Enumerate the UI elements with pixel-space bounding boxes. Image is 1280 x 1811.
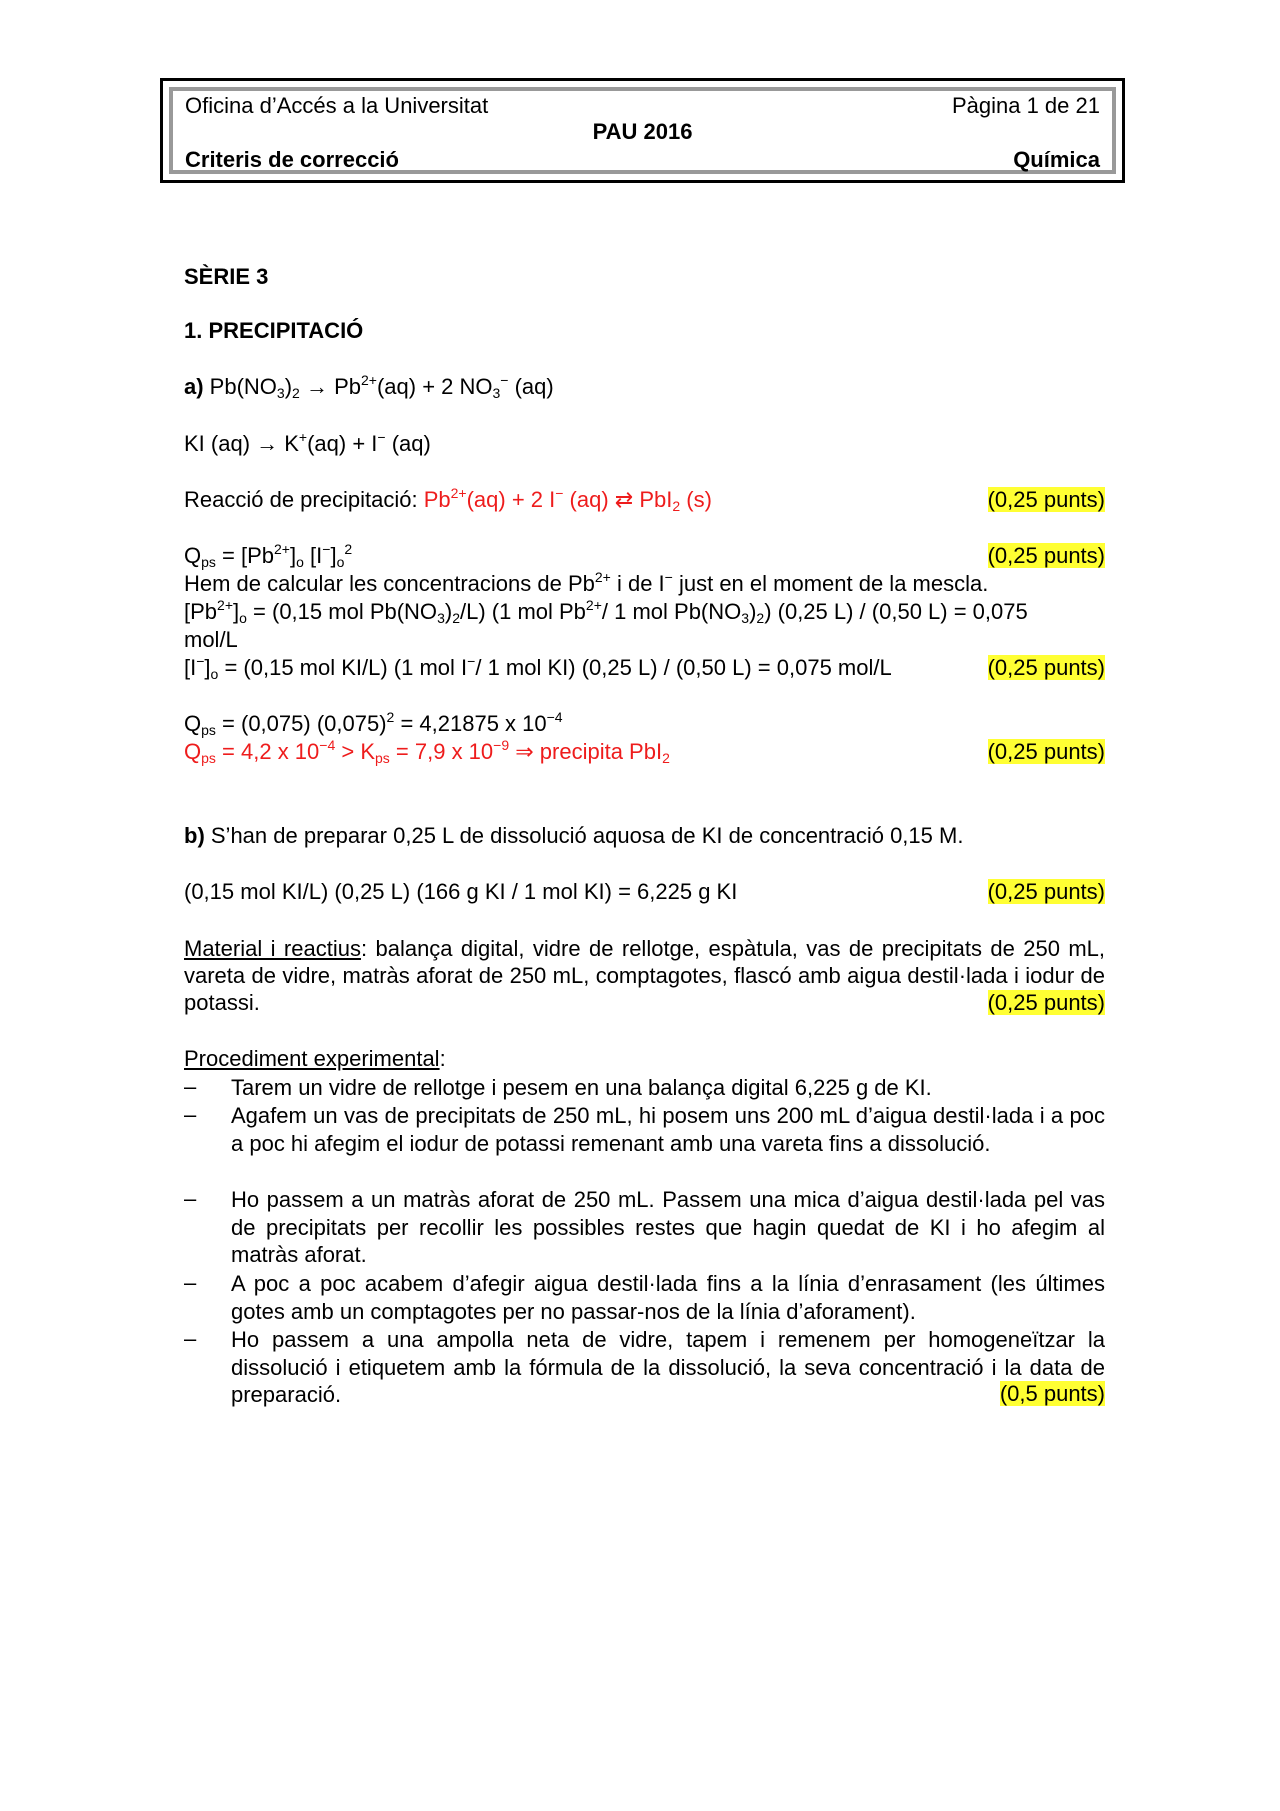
pb-concentration-unit: mol/L [184,627,238,652]
part-a-label: a) [184,374,204,399]
part-b-intro: b) S’han de preparar 0,25 L de dissolució aquosa de KI de concentració 0,15 M. [184,823,964,848]
i-concentration: $[I^-]_o = (0,15$ mol KI/L) (1 mol I−/ 1 mol KI) (0,25 L) / (0,50 L) = 0,075 mol/L [184,653,892,682]
qps-expression: $Q_{ps} = [Pb^{2+}]_o$ $[I^-]_o^2$ [184,541,353,570]
bullet-dash: – [184,1326,197,1351]
qps-comparison: $Q_{ps} = 4,2$ x $10^{-4} > K_{ps} = 7,9$ x $10^{-9}$ ⇒ precipita PbI$_2$ [184,737,670,766]
points-badge: (0,25 punts) [987,487,1105,512]
procedure-heading: Procediment experimental: [184,1046,446,1071]
final-points-badge: (0,5 punts) [999,1381,1105,1406]
bullet-dash: – [184,1074,197,1099]
mass-calculation: (0,15 mol KI/L) (0,25 L) (166 g KI / 1 mol KI) = 6,225 g KI [184,879,738,904]
mixing-note: Hem de calcular les concentracions de $Pb^{2+}$ i de I− just en el moment de la mescla. [184,569,989,596]
procedure-step: Tarem un vidre de rellotge i pesem en una balança digital 6,225 g de KI. [231,1075,932,1100]
precipitation-reaction [184,487,712,513]
material-title: Material i reactius [184,936,361,961]
material-paragraph: Material i reactius: balança digital, vidre de rellotge, espàtula, vas de precipitats de 250 mL, vareta de vidre, matràs aforat de 250 mL, comptagotes, flascó amb aigua destil·lada i iodur de potassi. [184,936,1106,1015]
header-criteria: Criteris de correcció [185,147,399,172]
procedure-step: A poc a poc acabem d’afegir aigua destil·lada fins a la línia d’enrasament (les últimes gotes amb un comptagotes per no passar-nos de la línia d’aforament). [231,1271,1105,1324]
pb-concentration: $[Pb^{2+}]_o = (0,15$ mol $Pb(NO_3)_2/L$) (1 mol $Pb^{2+}/$ 1 mol $Pb(NO_3)_2$) (0,25 L) / (0,50 L) = 0,075 [184,597,1028,626]
dissociation-pb-no3: a) $Pb(NO_3)_2 \to Pb^{2+}(aq) + 2$ $NO_3^-$ (aq) [184,372,554,401]
procedure-step: Ho passem a una ampolla neta de vidre, tapem i remenem per homogeneïtzar la dissolució i etiquetem amb la fórmula de la dissolució, la seva concentració i la data de preparació. [231,1327,1105,1407]
procedure-step: Ho passem a un matràs aforat de 250 mL. Passem una mica d’aigua destil·lada pel vas de precipitats per recollir les possibles restes que hagin quedat de KI i ho afegim al matràs aforat. [231,1187,1105,1267]
bullet-dash: – [184,1270,197,1295]
bullet-dash: – [184,1186,197,1211]
reaction-label: Reacció de precipitació: [184,487,424,512]
header-subject: Química [1013,147,1100,172]
qps-value: $Q_{ps} = (0,075) (0,075)^2 = 4,21875$ x $10^{-4}$ [184,709,563,738]
part-b-label: b) [184,823,205,848]
points-badge: (0,25 punts) [987,879,1105,904]
points-badge: (0,25 punts) [987,655,1105,680]
points-badge: (0,25 punts) [987,543,1105,568]
bullet-dash: – [184,1102,197,1127]
question-title: 1. PRECIPITACIÓ [184,318,364,343]
header-page-number: Pàgina 1 de 21 [951,93,1100,118]
points-badge: (0,25 punts) [987,990,1105,1015]
header-exam: PAU 2016 [592,119,693,144]
dissociation-ki: KI (aq) → K+(aq) + I− (aq) [184,429,431,456]
header-office: Oficina d’Accés a la Universitat [185,93,489,118]
reaction-equation: $Pb^{2+}(aq) + 2$ I− (aq) ⇄ PbI$_2$ (s) [423,485,712,514]
series-title: SÈRIE 3 [184,264,269,289]
points-badge: (0,25 punts) [987,739,1105,764]
page-header [160,78,1125,183]
procedure-step: Agafem un vas de precipitats de 250 mL, hi posem uns 200 mL d’aigua destil·lada i a poc a poc hi afegim el iodur de potassi remenant amb una vareta fins a dissolució. [231,1103,1105,1156]
